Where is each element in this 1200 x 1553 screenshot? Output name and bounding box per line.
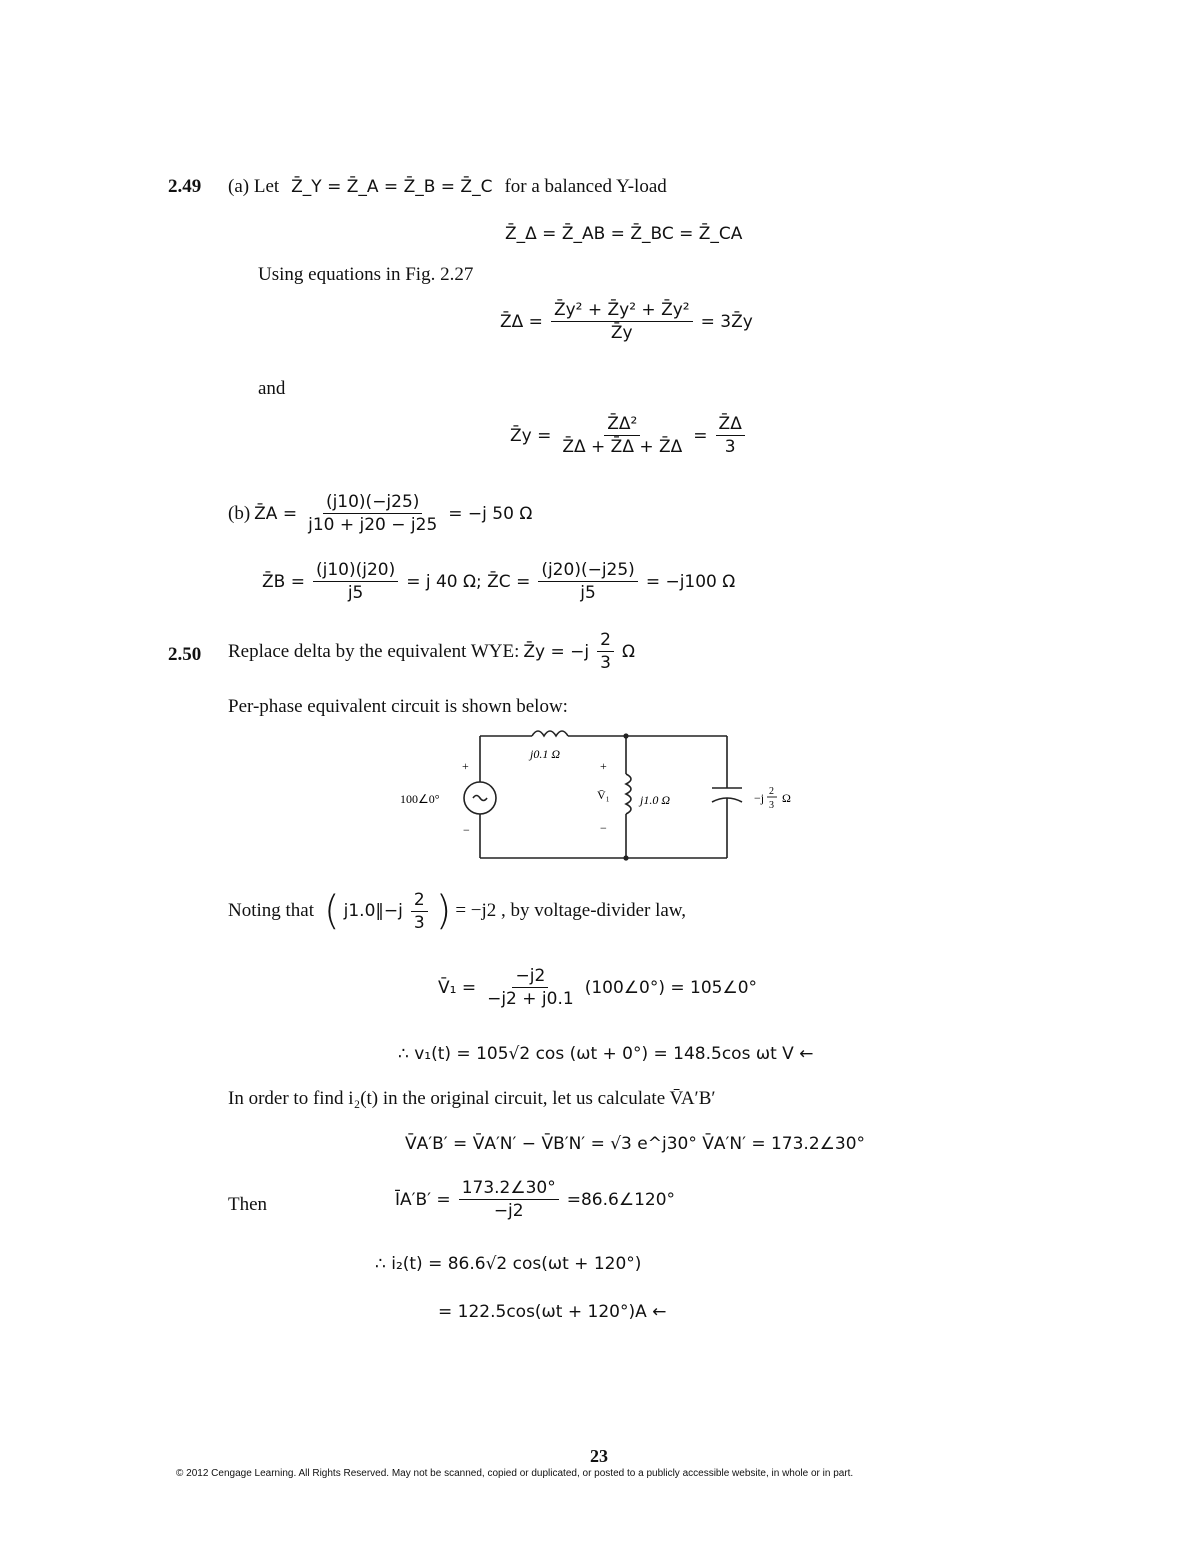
wye-lhs: Z̄y = −j: [523, 641, 590, 662]
eq2-mid: =: [693, 425, 708, 446]
equation-vab: V̄A′B′ = V̄A′N′ − V̄B′N′ = √3 e^j30° V̄A′N′ = 173.2∠30°: [405, 1134, 866, 1154]
in-order-text: In order to find i₂(t) in the original circuit, let us calculate V̄A′B′: [228, 1088, 716, 1109]
noting-expr-b: = −j2 , by voltage-divider law,: [455, 900, 687, 921]
using-equations-text: Using equations in Fig. 2.27: [258, 264, 474, 285]
source-minus: −: [463, 823, 470, 837]
paren-close: ): [435, 888, 452, 934]
eqb1-fraction: [305, 492, 440, 535]
eq2-fraction: [559, 414, 685, 457]
v1-rhs: (100∠0°) = 105∠0°: [584, 977, 758, 998]
eq2-numerator-2: Z̄Δ: [716, 414, 745, 436]
eqb2-numerator-2: (j20)(−j25): [538, 560, 637, 582]
source-tilde-icon: [473, 796, 487, 801]
replace-line: [228, 630, 635, 673]
eqb2-lhs: Z̄B =: [262, 571, 305, 592]
cap-label-num: 2: [769, 786, 774, 797]
inductor-top-label: j0.1 Ω: [530, 747, 561, 761]
noting-expr-a: j1.0‖−j: [343, 901, 403, 921]
eqb1-rhs: = −j 50 Ω: [448, 503, 533, 524]
v1-numerator: −j2: [512, 966, 548, 988]
problem-number-2-50: 2.50: [168, 644, 202, 665]
replace-text: Replace delta by the equivalent WYE:: [228, 640, 520, 662]
wye-numerator: 2: [597, 630, 614, 652]
eq2-fraction-2: [716, 414, 745, 457]
eqb1-numerator: (j10)(−j25): [323, 492, 422, 514]
v1-denominator: −j2 + j0.1: [487, 989, 574, 1009]
v1-fraction: [484, 966, 577, 1009]
equation-z-delta: [500, 300, 753, 343]
v1-label: V̄₁: [597, 788, 610, 802]
part-a-label: (a) Let: [228, 176, 280, 197]
wye-unit: Ω: [621, 641, 635, 662]
inductor-top-coil: [532, 731, 568, 736]
eqb2-fraction-2: [538, 560, 637, 603]
eqb2-rhs: = −j100 Ω: [645, 571, 736, 592]
eq1-numerator: Z̄y² + Z̄y² + Z̄y²: [551, 300, 693, 322]
eqb1-denominator: j10 + j20 − j25: [308, 515, 438, 535]
eqb2-denominator-2: j5: [580, 583, 596, 603]
v1-plus: +: [600, 759, 607, 773]
source-plus: +: [462, 759, 469, 773]
delta-equality: Z̄_Δ = Z̄_AB = Z̄_BC = Z̄_CA: [505, 224, 743, 244]
inductor-mid-label: j1.0 Ω: [640, 793, 671, 807]
page-number: 23: [590, 1446, 608, 1466]
equation-v1-time: ∴ v₁(t) = 105√2 cos (ωt + 0°) = 148.5cos ωt V ←: [398, 1044, 814, 1064]
and-text: and: [258, 378, 286, 399]
wye-denominator: 3: [600, 653, 611, 673]
per-phase-circuit-diagram: [390, 724, 820, 874]
noting-text: Noting that: [228, 900, 315, 921]
eqb1-lhs: Z̄A =: [254, 503, 298, 524]
source-label: 100∠0°: [400, 792, 440, 806]
equation-z-y: [510, 414, 749, 457]
equation-i2-final: = 122.5cos(ωt + 120°)A ←: [438, 1302, 667, 1322]
cap-label-unit: Ω: [782, 791, 791, 805]
iab-numerator: 173.2∠30°: [459, 1178, 559, 1200]
equation-i2-time: ∴ i₂(t) = 86.6√2 cos(ωt + 120°): [375, 1254, 642, 1274]
eq2-denominator-2: 3: [724, 437, 736, 457]
eqb2-mid: = j 40 Ω; Z̄C =: [406, 571, 531, 592]
wye-fraction: [597, 630, 614, 673]
eqb2-fraction: [313, 560, 398, 603]
inductor-mid-coil: [626, 774, 631, 814]
eqb2-denominator: j5: [347, 583, 364, 603]
noting-fraction: [411, 890, 428, 933]
equation-v1: [438, 966, 757, 1009]
eq1-denominator: Z̄y: [610, 323, 633, 343]
eq2-numerator: Z̄Δ²: [604, 414, 640, 436]
junction-top-dot: [623, 733, 628, 738]
eqb2-numerator: (j10)(j20): [313, 560, 398, 582]
part-b-label: (b): [228, 502, 251, 524]
equation-b2: [262, 560, 735, 603]
then-text: Then: [228, 1194, 268, 1215]
noting-numerator: 2: [411, 890, 428, 912]
eq1-fraction: [551, 300, 693, 343]
paren-open: (: [324, 888, 340, 934]
iab-fraction: [459, 1178, 559, 1221]
iab-denominator: −j2: [493, 1201, 524, 1221]
noting-denominator: 3: [413, 912, 425, 933]
v1-minus: −: [600, 821, 607, 835]
iab-lhs: ĪA′B′ =: [395, 1189, 451, 1210]
iab-rhs: =86.6∠120°: [566, 1189, 676, 1210]
v1-lhs: V̄₁ =: [438, 977, 477, 998]
wye-equation: [523, 630, 635, 673]
perphase-text: Per-phase equivalent circuit is shown below:: [228, 696, 568, 717]
eq1-lhs: Z̄Δ =: [500, 311, 543, 332]
junction-bottom-dot: [623, 855, 628, 860]
noting-line: [228, 888, 686, 934]
equation-b1: [228, 492, 532, 535]
equation-iab: [395, 1178, 675, 1221]
let-equation: Z̄_Y = Z̄_A = Z̄_B = Z̄_C: [291, 177, 493, 197]
eq2-denominator: Z̄Δ + Z̄Δ + Z̄Δ: [562, 437, 683, 457]
eq1-rhs: = 3Z̄y: [700, 311, 753, 332]
balanced-text: for a balanced Y-load: [504, 176, 667, 197]
part-a-line: [228, 176, 667, 198]
cap-label-prefix: −j: [754, 791, 765, 805]
copyright-footer: © 2012 Cengage Learning. All Rights Reserved. May not be scanned, copied or duplicated, or posted to a publicly accessible website, in whole or in part.: [176, 1468, 854, 1479]
cap-label-den: 3: [769, 800, 774, 811]
problem-number-2-49: 2.49: [168, 176, 202, 197]
eq2-lhs: Z̄y =: [510, 425, 552, 446]
